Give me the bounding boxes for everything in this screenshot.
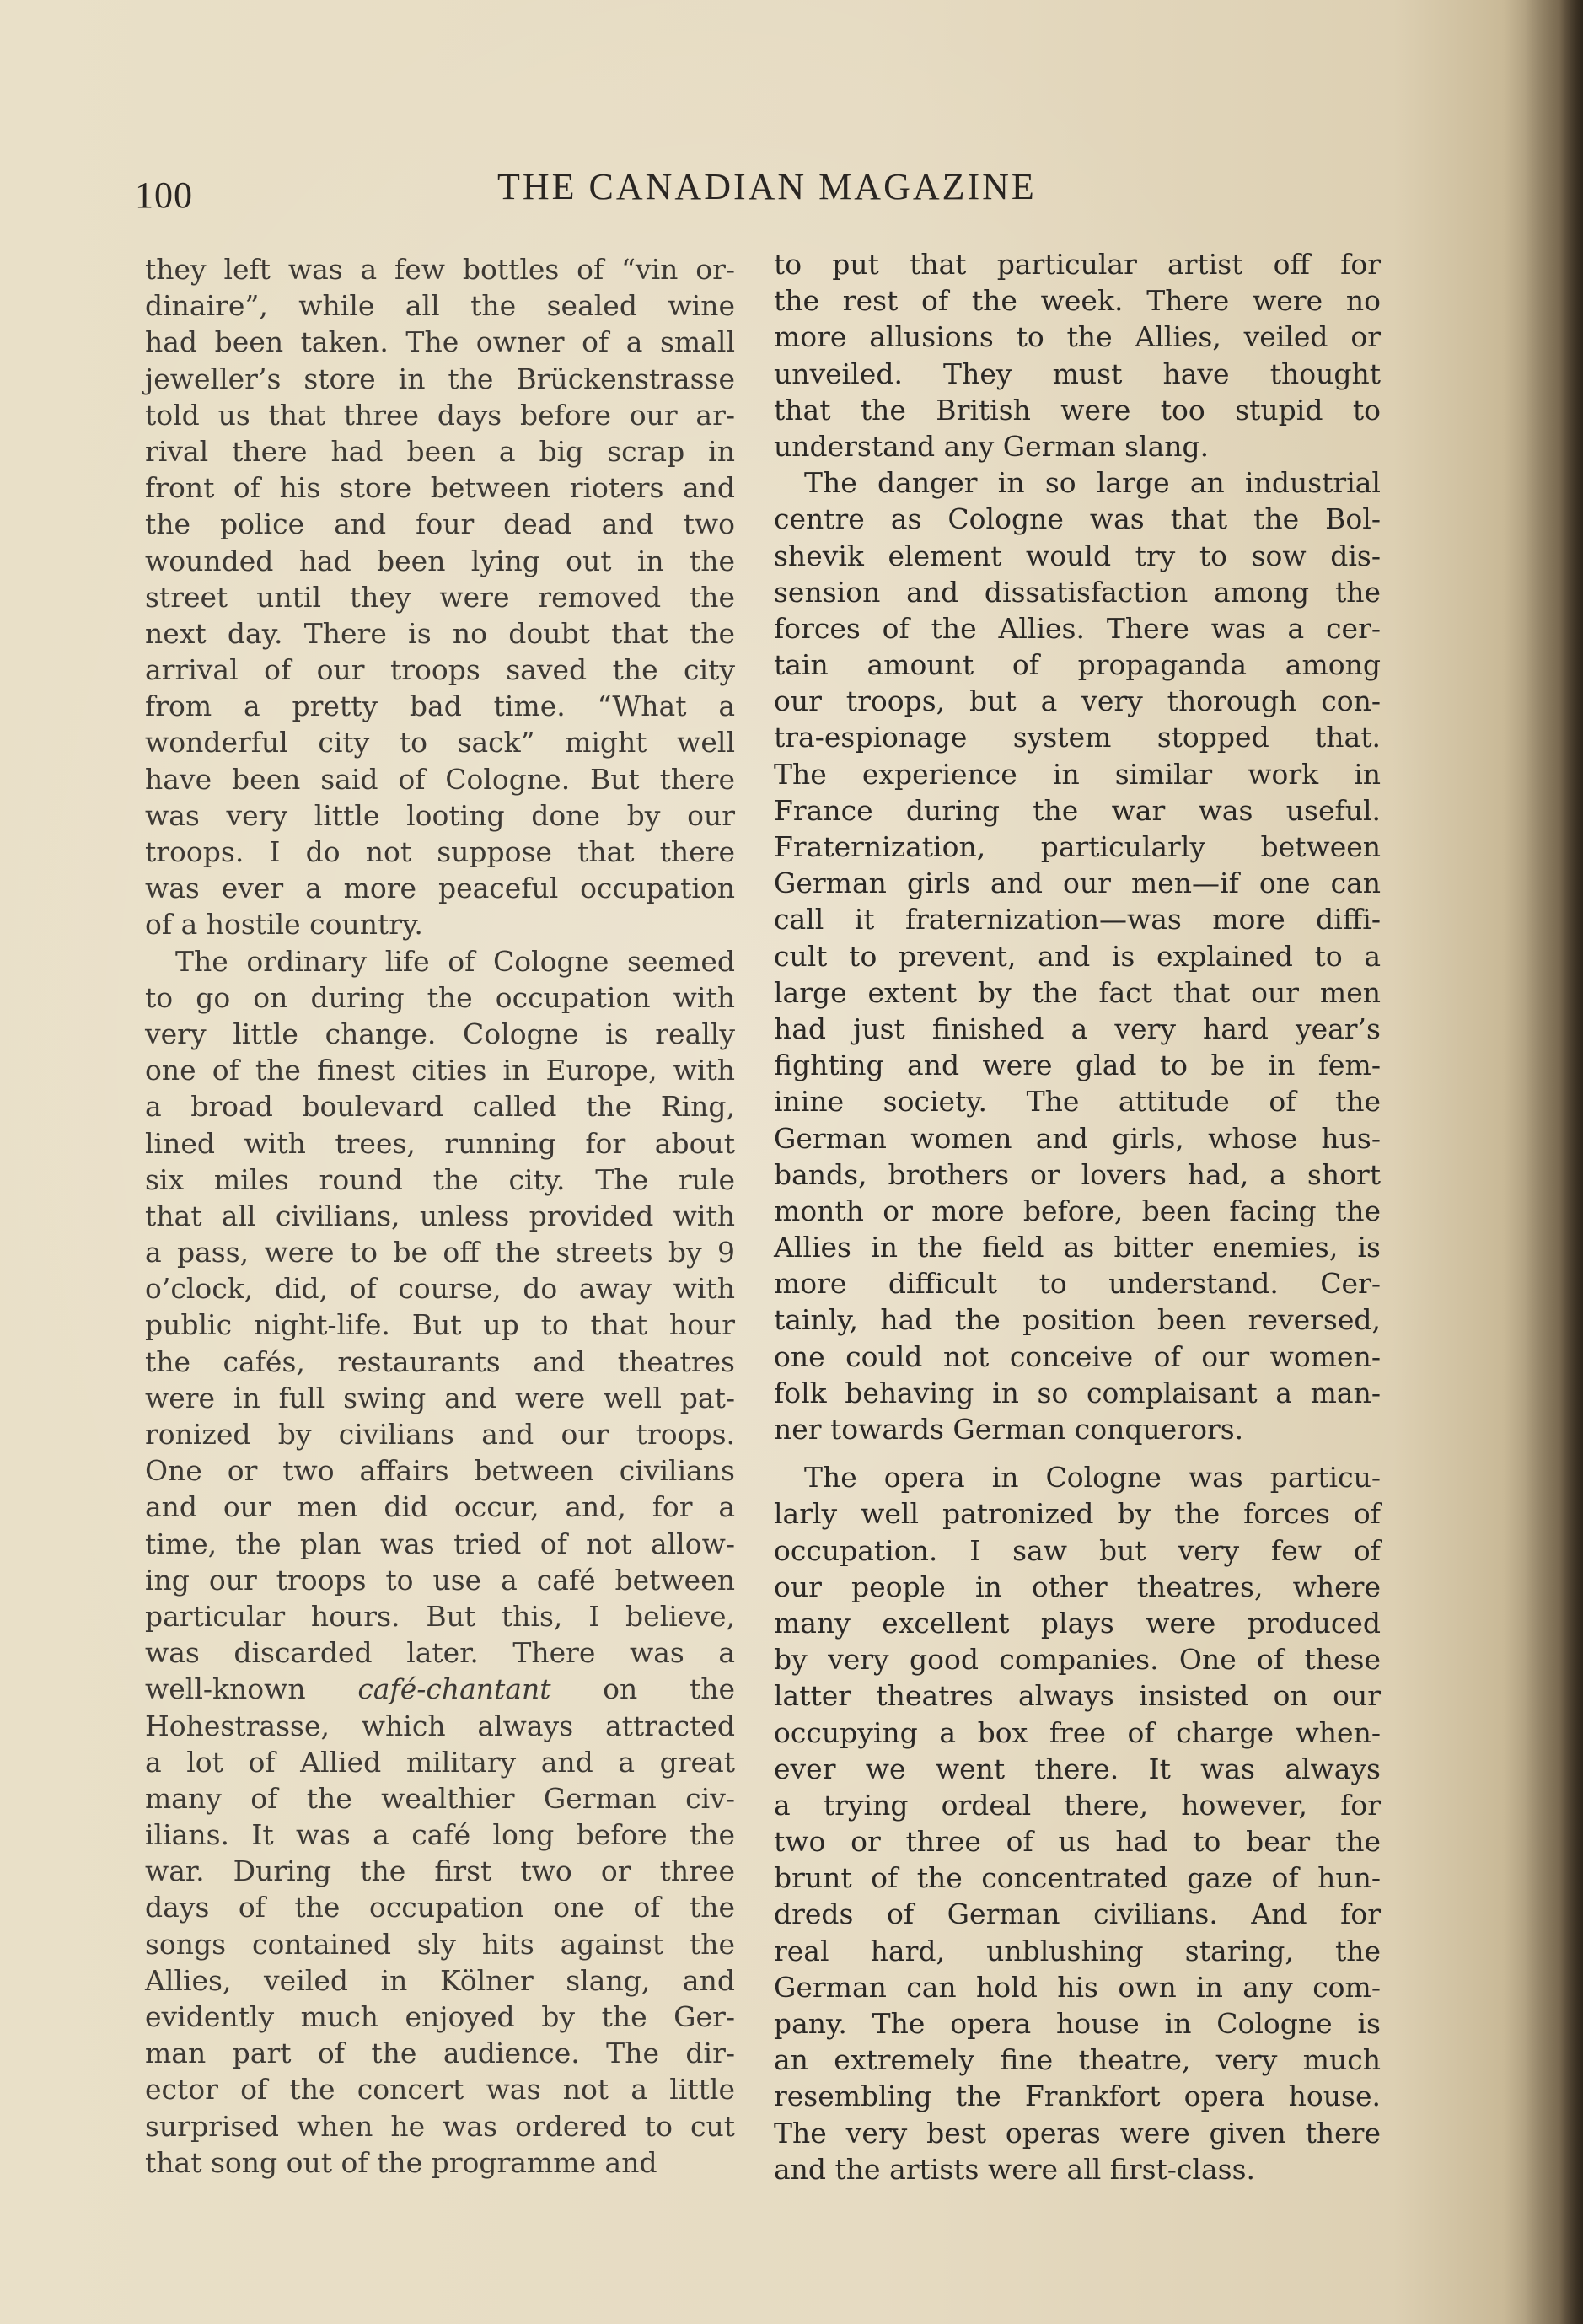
text-line: many excellent plays were produced <box>774 1606 1381 1640</box>
text-line: ector of the concert was not a little <box>145 2073 735 2107</box>
text-line: surprised when he was ordered to cut <box>145 2109 735 2143</box>
text-line: the cafés, restaurants and theatres <box>145 1344 735 1378</box>
text-line: songs contained sly hits against the <box>145 1927 735 1961</box>
text-line: many of the wealthier German civ- <box>145 1781 735 1815</box>
text-line: The experience in similar work in <box>774 757 1381 791</box>
text-line: by very good companies. One of these <box>774 1643 1381 1677</box>
text-line: dinaire”, while all the sealed wine <box>145 289 735 323</box>
text-line: were in full swing and were well pat- <box>145 1381 735 1414</box>
text-line: brunt of the concentrated gaze of hun- <box>774 1861 1381 1895</box>
text-line: ilians. It was a café long before the <box>145 1818 735 1852</box>
text-line: tain amount of propaganda among <box>774 648 1381 682</box>
text-line: fighting and were glad to be in fem- <box>774 1049 1381 1082</box>
text-line: One or two affairs between civilians <box>145 1454 735 1488</box>
text-line: dreds of German civilians. And for <box>774 1897 1381 1931</box>
text-line: our troops, but a very thorough con- <box>774 684 1381 718</box>
text-line: had just finished a very hard year’s <box>774 1012 1381 1045</box>
text-line: from a pretty bad time. “What a <box>145 690 735 723</box>
text-line: the police and four dead and two <box>145 507 735 541</box>
text-line: a trying ordeal there, however, for <box>774 1788 1381 1822</box>
text-line: bands, brothers or lovers had, a short <box>774 1157 1381 1191</box>
text-line: German can hold his own in any com- <box>774 1970 1381 2004</box>
text-line: German girls and our men—if one can <box>774 867 1381 900</box>
text-line: The ordinary life of Cologne seemed <box>175 944 735 978</box>
paragraph-gap <box>774 1447 1381 1459</box>
text-line: and the artists were all first-class. <box>774 2152 1256 2186</box>
text-line: well-known café-chantant on the <box>145 1672 735 1706</box>
text-line: war. During the first two or three <box>145 1854 735 1888</box>
text-line: cult to prevent, and is explained to a <box>774 939 1381 973</box>
text-line: real hard, unblushing staring, the <box>774 1934 1381 1967</box>
text-line: resembling the Frankfort opera house. <box>774 2080 1381 2113</box>
text-line: larly well patronized by the forces of <box>774 1497 1381 1531</box>
text-line: six miles round the city. The rule <box>145 1162 735 1196</box>
text-line: understand any German slang. <box>774 429 1210 463</box>
text-line: next day. There is no doubt that the <box>145 616 735 650</box>
text-line: more difficult to understand. Cer- <box>774 1267 1381 1301</box>
text-line: two or three of us had to bear the <box>774 1825 1381 1859</box>
text-line: the rest of the week. There were no <box>774 284 1381 318</box>
right-text-column <box>774 246 1381 2187</box>
text-line: Fraternization, particularly between <box>774 830 1381 863</box>
text-line: forces of the Allies. There was a cer- <box>774 611 1381 645</box>
text-line: our people in other theatres, where <box>774 1570 1381 1603</box>
text-line: lined with trees, running for about <box>145 1126 735 1160</box>
text-line: ing our troops to use a café between <box>145 1563 735 1597</box>
text-line: public night-life. But up to that hour <box>145 1308 735 1342</box>
text-line: latter theatres always insisted on our <box>774 1679 1381 1713</box>
text-line: Hohestrasse, which always attracted <box>145 1709 735 1742</box>
text-line: The danger in so large an industrial <box>804 466 1381 500</box>
text-line: The opera in Cologne was particu- <box>804 1461 1381 1495</box>
text-line: a broad boulevard called the Ring, <box>145 1090 735 1124</box>
text-line: front of his store between rioters and <box>145 471 735 505</box>
text-line: pany. The opera house in Cologne is <box>774 2007 1381 2040</box>
text-line: one could not conceive of our women- <box>774 1339 1381 1373</box>
text-line: shevik element would try to sow dis- <box>774 539 1381 572</box>
text-line: jeweller’s store in the Brückenstrasse <box>145 362 735 395</box>
text-line: was very little looting done by our <box>145 798 735 832</box>
text-line: Allies, veiled in Kölner slang, and <box>145 1963 735 1997</box>
text-line: arrival of our troops saved the city <box>145 653 735 687</box>
text-line: France during the war was useful. <box>774 793 1381 827</box>
text-line: and our men did occur, and, for a <box>145 1490 735 1524</box>
text-line: days of the occupation one of the <box>145 1891 735 1924</box>
text-line: that the British were too stupid to <box>774 393 1381 427</box>
text-line: very little change. Cologne is really <box>145 1017 735 1050</box>
text-line: wonderful city to sack” might well <box>145 726 735 759</box>
text-line: told us that three days before our ar- <box>145 398 735 432</box>
text-line: month or more before, been facing the <box>774 1194 1381 1227</box>
text-line: tainly, had the position been reversed, <box>774 1303 1381 1337</box>
text-line: call it fraternization—was more diffi- <box>774 903 1381 937</box>
text-line: centre as Cologne was that the Bol- <box>774 502 1381 536</box>
text-line: time, the plan was tried of not allow- <box>145 1527 735 1560</box>
text-line: The very best operas were given there <box>774 2116 1381 2150</box>
text-line: tra-espionage system stopped that. <box>774 721 1381 754</box>
binding-shadow <box>1524 0 1583 2324</box>
text-line: large extent by the fact that our men <box>774 975 1381 1009</box>
text-line: have been said of Cologne. But there <box>145 762 735 796</box>
text-line: troops. I do not suppose that there <box>145 835 735 868</box>
text-line: ronized by civilians and our troops. <box>145 1418 735 1451</box>
text-line: an extremely fine theatre, very much <box>774 2043 1381 2077</box>
text-line: evidently much enjoyed by the Ger- <box>145 2000 735 2033</box>
text-line: ner towards German conquerors. <box>774 1413 1244 1446</box>
page-number: 100 <box>135 174 193 216</box>
text-line: to go on during the occupation with <box>145 980 735 1014</box>
text-line: inine society. The attitude of the <box>774 1085 1381 1119</box>
text-line: was discarded later. There was a <box>145 1636 735 1670</box>
running-title: THE CANADIAN MAGAZINE <box>497 166 1037 207</box>
text-line: that song out of the programme and <box>145 2145 657 2179</box>
text-line: o’clock, did, of course, do away with <box>145 1272 735 1306</box>
text-line: Allies in the field as bitter enemies, is <box>774 1231 1381 1264</box>
text-line: German women and girls, whose hus- <box>774 1121 1381 1155</box>
text-line: they left was a few bottles of “vin or- <box>145 253 735 286</box>
text-line: man part of the audience. The dir- <box>145 2037 735 2070</box>
text-line: street until they were removed the <box>145 580 735 614</box>
text-line: to put that particular artist off for <box>774 248 1381 281</box>
text-line: one of the finest cities in Europe, with <box>145 1054 735 1087</box>
text-line: rival there had been a big scrap in <box>145 434 735 468</box>
text-line: a lot of Allied military and a great <box>145 1745 735 1779</box>
text-line: of a hostile country. <box>145 908 423 942</box>
text-line: particular hours. But this, I believe, <box>145 1599 735 1633</box>
page-header <box>135 165 1382 224</box>
text-line: unveiled. They must have thought <box>774 357 1381 390</box>
text-line: folk behaving in so complaisant a man- <box>774 1376 1381 1409</box>
text-line: sension and dissatisfaction among the <box>774 575 1381 609</box>
text-line: occupation. I saw but very few of <box>774 1533 1381 1567</box>
text-line: was ever a more peaceful occupation <box>145 872 735 905</box>
text-line: occupying a box free of charge when- <box>774 1715 1381 1749</box>
left-text-column <box>145 251 735 2181</box>
text-line: a pass, were to be off the streets by 9 <box>145 1236 735 1269</box>
text-line: wounded had been lying out in the <box>145 544 735 577</box>
text-line: that all civilians, unless provided with <box>145 1199 735 1232</box>
text-line: had been taken. The owner of a small <box>145 325 735 359</box>
text-line: ever we went there. It was always <box>774 1752 1381 1785</box>
text-line: more allusions to the Allies, veiled or <box>774 320 1381 354</box>
